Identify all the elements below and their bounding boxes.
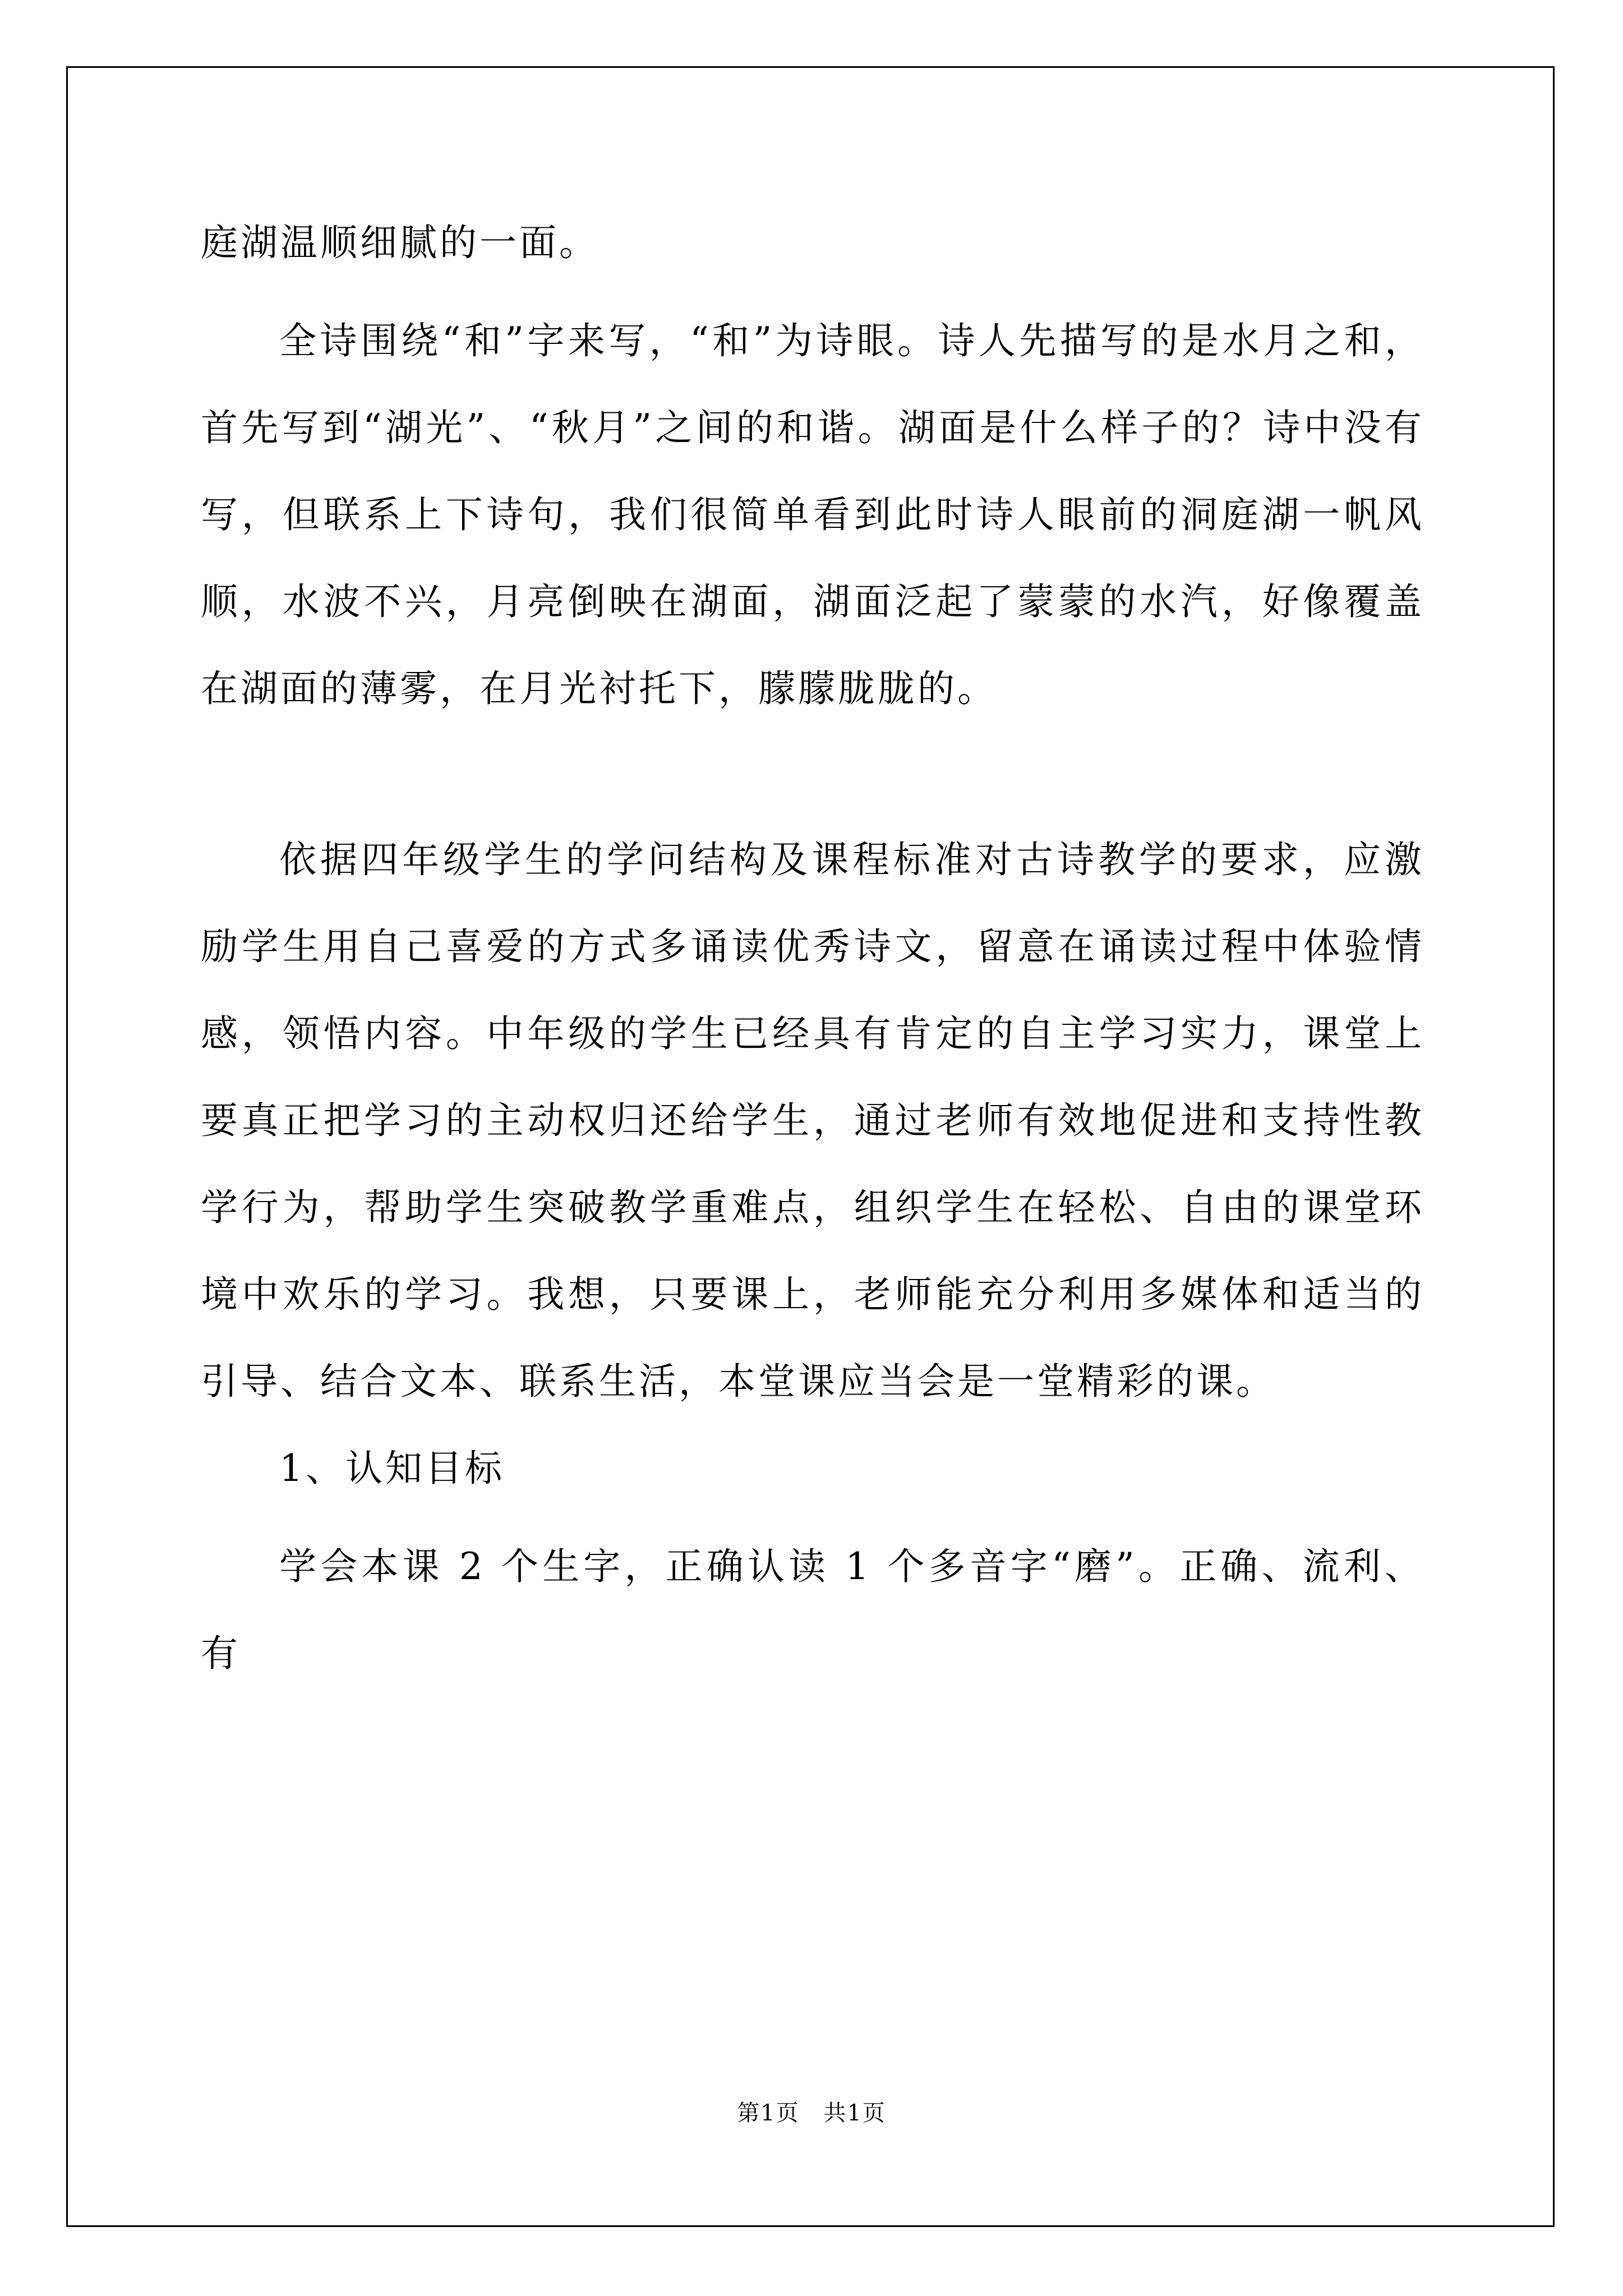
- document-body: [201, 199, 1424, 1697]
- paragraph-cognitive-goal: 学会本课 2 个生字，正确认读 1 个多音字“磨”。正确、流利、有: [201, 1545, 1424, 1675]
- page-number-total: 共1页: [823, 2100, 886, 2126]
- paragraph-teaching-basis: 依据四年级学生的学问结构及课程标准对古诗教学的要求，应激励学生用自己喜爱的方式多诵读优秀诗文，留意在诵读过程中体验情感，领悟内容。中年级的学生已经具有肯定的自主学习实力，课堂上要真正把学习的主动权归还给学生，通过老师有效地促进和支持性教学行为，帮助学生突破教学重难点，组织学生在轻松、自由的课堂环境中欢乐的学习。我想，只要课上，老师能充分利用多媒体和适当的引导、结合文本、联系生活，本堂课应当会是一堂精彩的课。: [201, 838, 1424, 1403]
- page-footer: [0, 2095, 1623, 2127]
- paragraph-continuation: 庭湖温顺细腻的一面。: [201, 221, 599, 264]
- paragraph-poem-analysis: 全诗围绕“和”字来写，“和”为诗眼。诗人先描写的是水月之和，首先写到“湖光”、“秋月”之间的和谐。湖面是什么样子的？诗中没有写，但联系上下诗句，我们很简单看到此时诗人眼前的洞庭湖一帆风顺，水波不兴，月亮倒映在湖面，湖面泛起了蒙蒙的水汽，好像覆盖在湖面的薄雾，在月光衬托下，朦朦胧胧的。: [201, 319, 1424, 710]
- section-heading-cognitive-goal: 1、认知目标: [279, 1447, 505, 1490]
- page-number-current: 第1页: [737, 2100, 800, 2126]
